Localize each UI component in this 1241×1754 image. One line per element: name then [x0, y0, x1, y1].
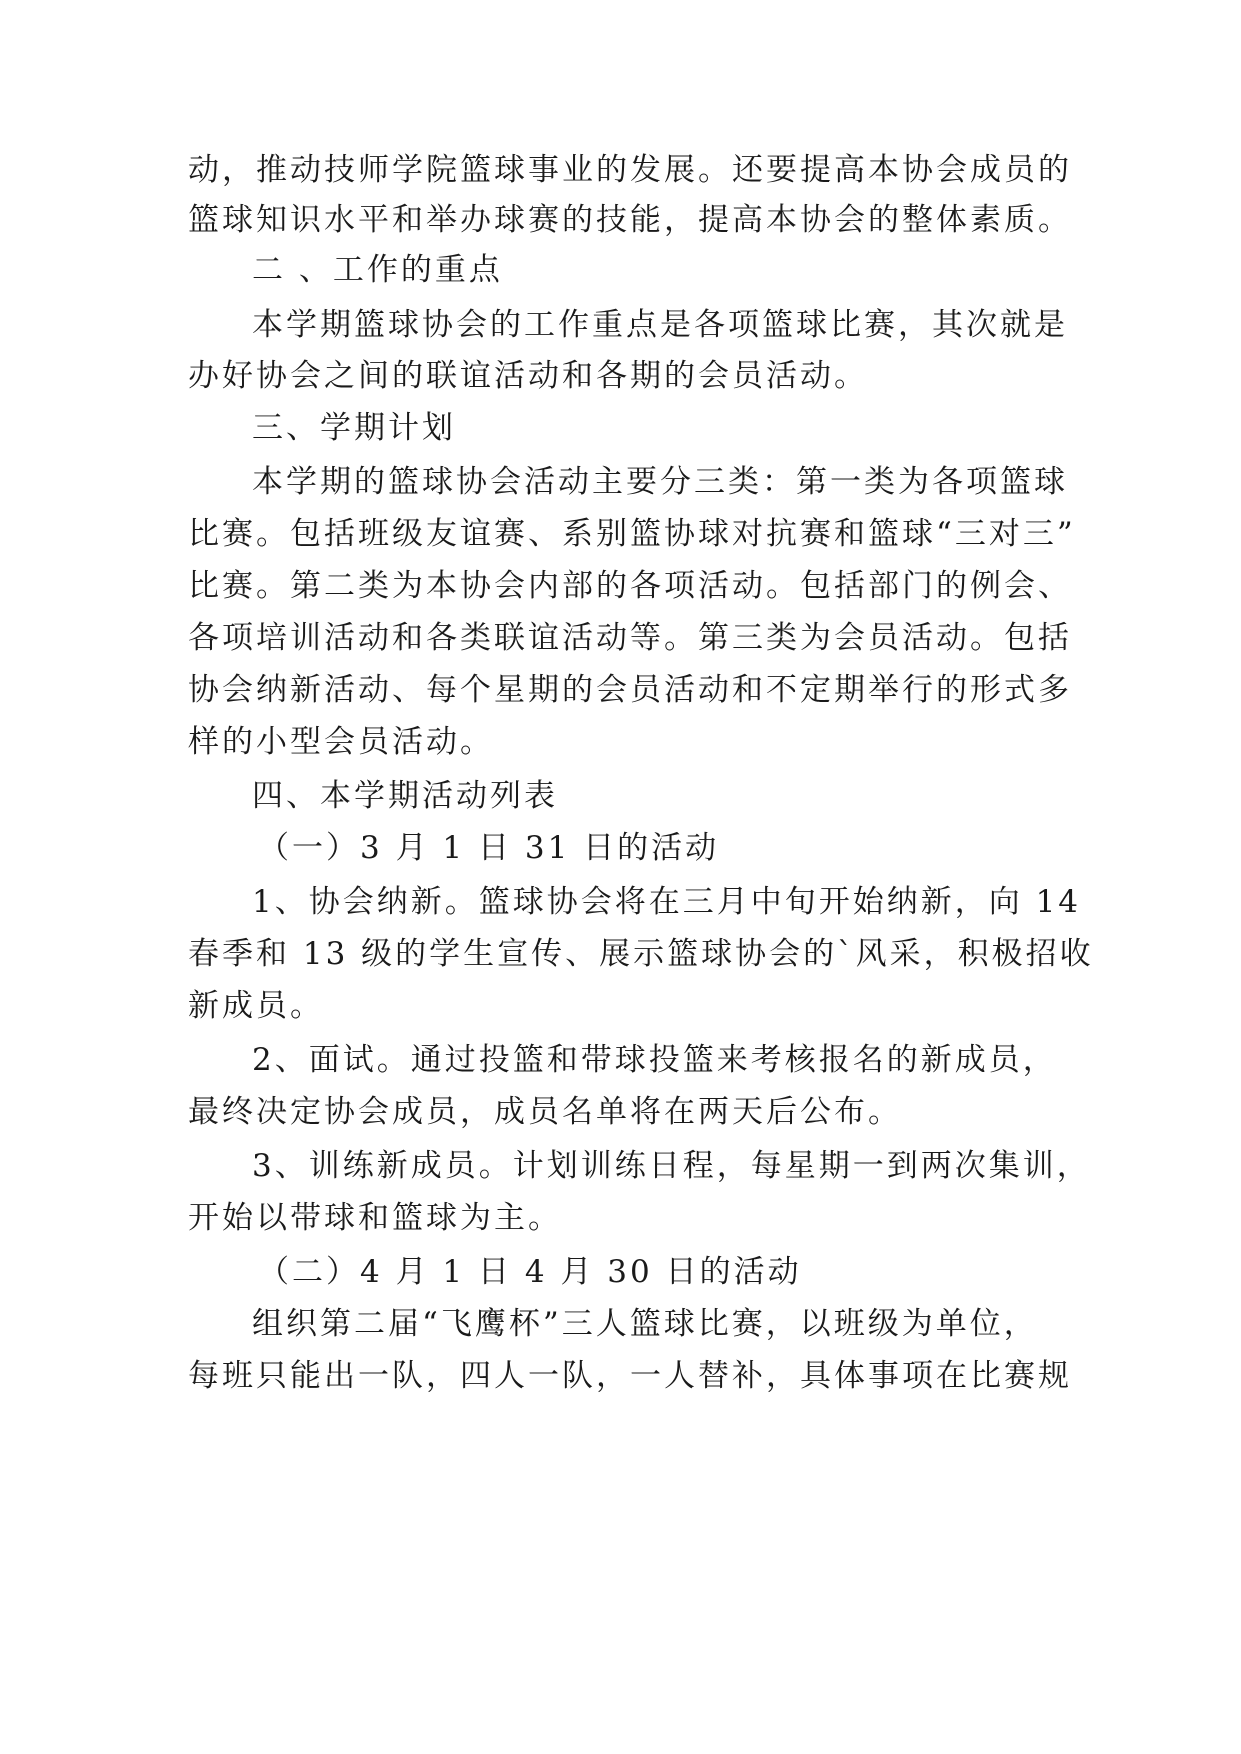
body-line: 每班只能出一队，四人一队，一人替补，具体事项在比赛规	[188, 1358, 1072, 1394]
body-line: 最终决定协会成员，成员名单将在两天后公布。	[188, 1094, 902, 1130]
section-heading: 四、本学期活动列表	[252, 778, 558, 814]
body-line: 春季和 13 级的学生宣传、展示篮球协会的`风采，积极招收	[188, 936, 1094, 972]
section-heading: 二 、工作的重点	[252, 252, 503, 288]
section-heading: 三、学期计划	[252, 410, 456, 446]
paragraph-start: 本学期篮球协会的工作重点是各项篮球比赛，其次就是	[252, 307, 1068, 343]
body-line: 协会纳新活动、每个星期的会员活动和不定期举行的形式多	[188, 672, 1072, 708]
body-line: 篮球知识水平和举办球赛的技能，提高本协会的整体素质。	[188, 202, 1072, 238]
body-line: 比赛。包括班级友谊赛、系别篮协球对抗赛和篮球“三对三”	[188, 516, 1076, 552]
paragraph-start: 1、协会纳新。篮球协会将在三月中旬开始纳新，向 14	[252, 884, 1082, 920]
body-line: 动，推动技师学院篮球事业的发展。还要提高本协会成员的	[188, 152, 1072, 188]
body-line: 办好协会之间的联谊活动和各期的会员活动。	[188, 358, 868, 394]
subsection-heading: （一）3 月 1 日 31 日的活动	[258, 830, 720, 866]
paragraph-start: 2、面试。通过投篮和带球投篮来考核报名的新成员，	[252, 1042, 1057, 1078]
body-line: 开始以带球和篮球为主。	[188, 1200, 562, 1236]
body-line: 新成员。	[188, 988, 324, 1024]
body-line: 样的小型会员活动。	[188, 724, 494, 760]
subsection-heading: （二）4 月 1 日 4 月 30 日的活动	[258, 1254, 802, 1290]
paragraph-start: 组织第二届“飞鹰杯”三人篮球比赛，以班级为单位，	[252, 1306, 1038, 1342]
paragraph-start: 本学期的篮球协会活动主要分三类：第一类为各项篮球	[252, 464, 1068, 500]
body-line: 比赛。第二类为本协会内部的各项活动。包括部门的例会、	[188, 568, 1072, 604]
paragraph-start: 3、训练新成员。计划训练日程，每星期一到两次集训，	[252, 1148, 1091, 1184]
body-line: 各项培训活动和各类联谊活动等。第三类为会员活动。包括	[188, 620, 1072, 656]
